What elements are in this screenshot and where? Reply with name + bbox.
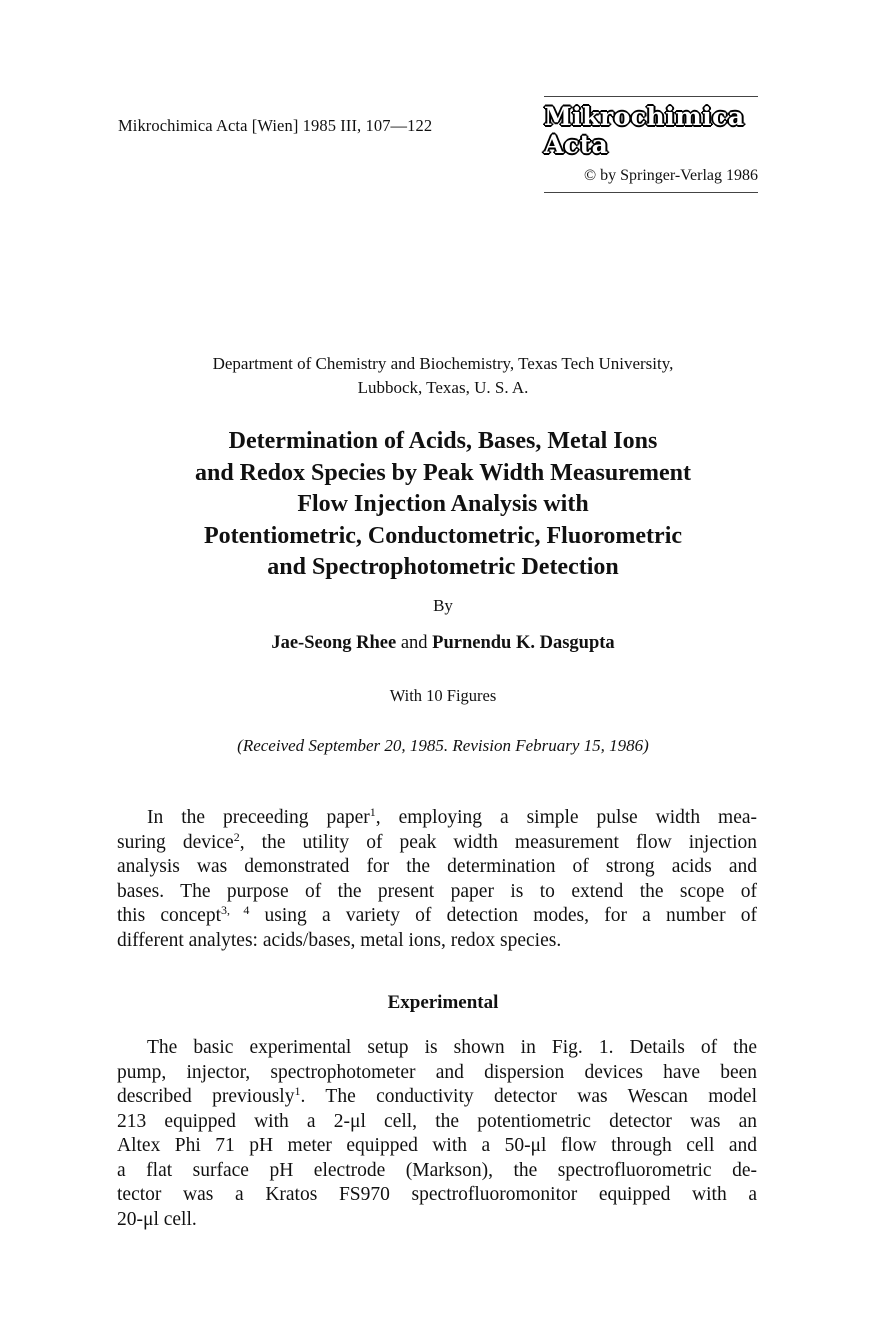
title-line: and Spectrophotometric Detection [267,554,619,580]
text-line: this concept$^{3, 4}$ using a variety of detection modes, for a number of [117,903,757,926]
text-line: different analytes: acids/bases, metal ions, redox species. [117,929,562,951]
text-line: 20-μl cell. [117,1208,197,1230]
text-line: a flat surface pH electrode (Markson), the spectrofluorometric de- [117,1159,757,1181]
author-name: Jae-Seong Rhee [271,633,397,653]
journal-citation: Mikrochimica Acta [Wien] 1985 III, 107—122 [118,116,433,135]
authors [0,633,886,654]
title-line: Determination of Acids, Bases, Metal Ions [228,428,658,454]
text-line: bases. The purpose of the present paper is to extend the scope of [117,880,757,902]
text-line: Altex Phi 71 pH meter equipped with a 50-μl flow through cell and [117,1135,757,1156]
journal-logo: Mikrochimica Acta [544,102,745,159]
masthead-bottom-rule [544,192,758,193]
text-line: suring device$^2$, the utility of peak width measurement flow injection [117,829,757,853]
title-line: Potentiometric, Conductometric, Fluorometric [203,522,683,549]
text-line: analysis was demonstrated for the determination of strong acids and [117,856,757,877]
text-line: 213 equipped with a 2-μl cell, the potentiometric detector was an [117,1110,757,1132]
by-line: By [433,596,453,615]
section-heading: Experimental [387,992,499,1013]
text-line: The basic experimental setup is shown in Fig. 1. Details of the [147,1037,757,1058]
text-line: pump, injector, spectrophotometer and dispersion devices have been [117,1061,757,1083]
text-line: described previously$^1$. The conductivity detector was Wescan model [117,1084,757,1107]
title-line: and Redox Species by Peak Width Measurement [194,459,692,486]
intro-paragraph [117,806,757,953]
affiliation [0,352,886,400]
journal-masthead [544,96,758,193]
author-name: Purnendu K. Dasgupta [432,633,615,653]
text-line: tector was a Kratos FS970 spectrofluoromonitor equipped with a [117,1184,757,1205]
figures-note: With 10 Figures [389,686,497,705]
title-line: Flow Injection Analysis with [297,491,589,517]
affiliation-line: Department of Chemistry and Biochemistry, Texas Tech University, [212,354,674,373]
copyright-notice: © by Springer-Verlag 1986 [583,167,758,184]
experimental-paragraph [117,1036,757,1232]
masthead-top-rule [544,96,758,97]
text-line: In the preceeding paper$^1$, employing a simple pulse width mea- [147,805,757,828]
paper-title [0,426,886,584]
affiliation-line: Lubbock, Texas, U. S. A. [357,378,529,397]
received-dates: (Received September 20, 1985. Revision February 15, 1986) [237,736,649,755]
author-conjunction: and [400,633,428,653]
